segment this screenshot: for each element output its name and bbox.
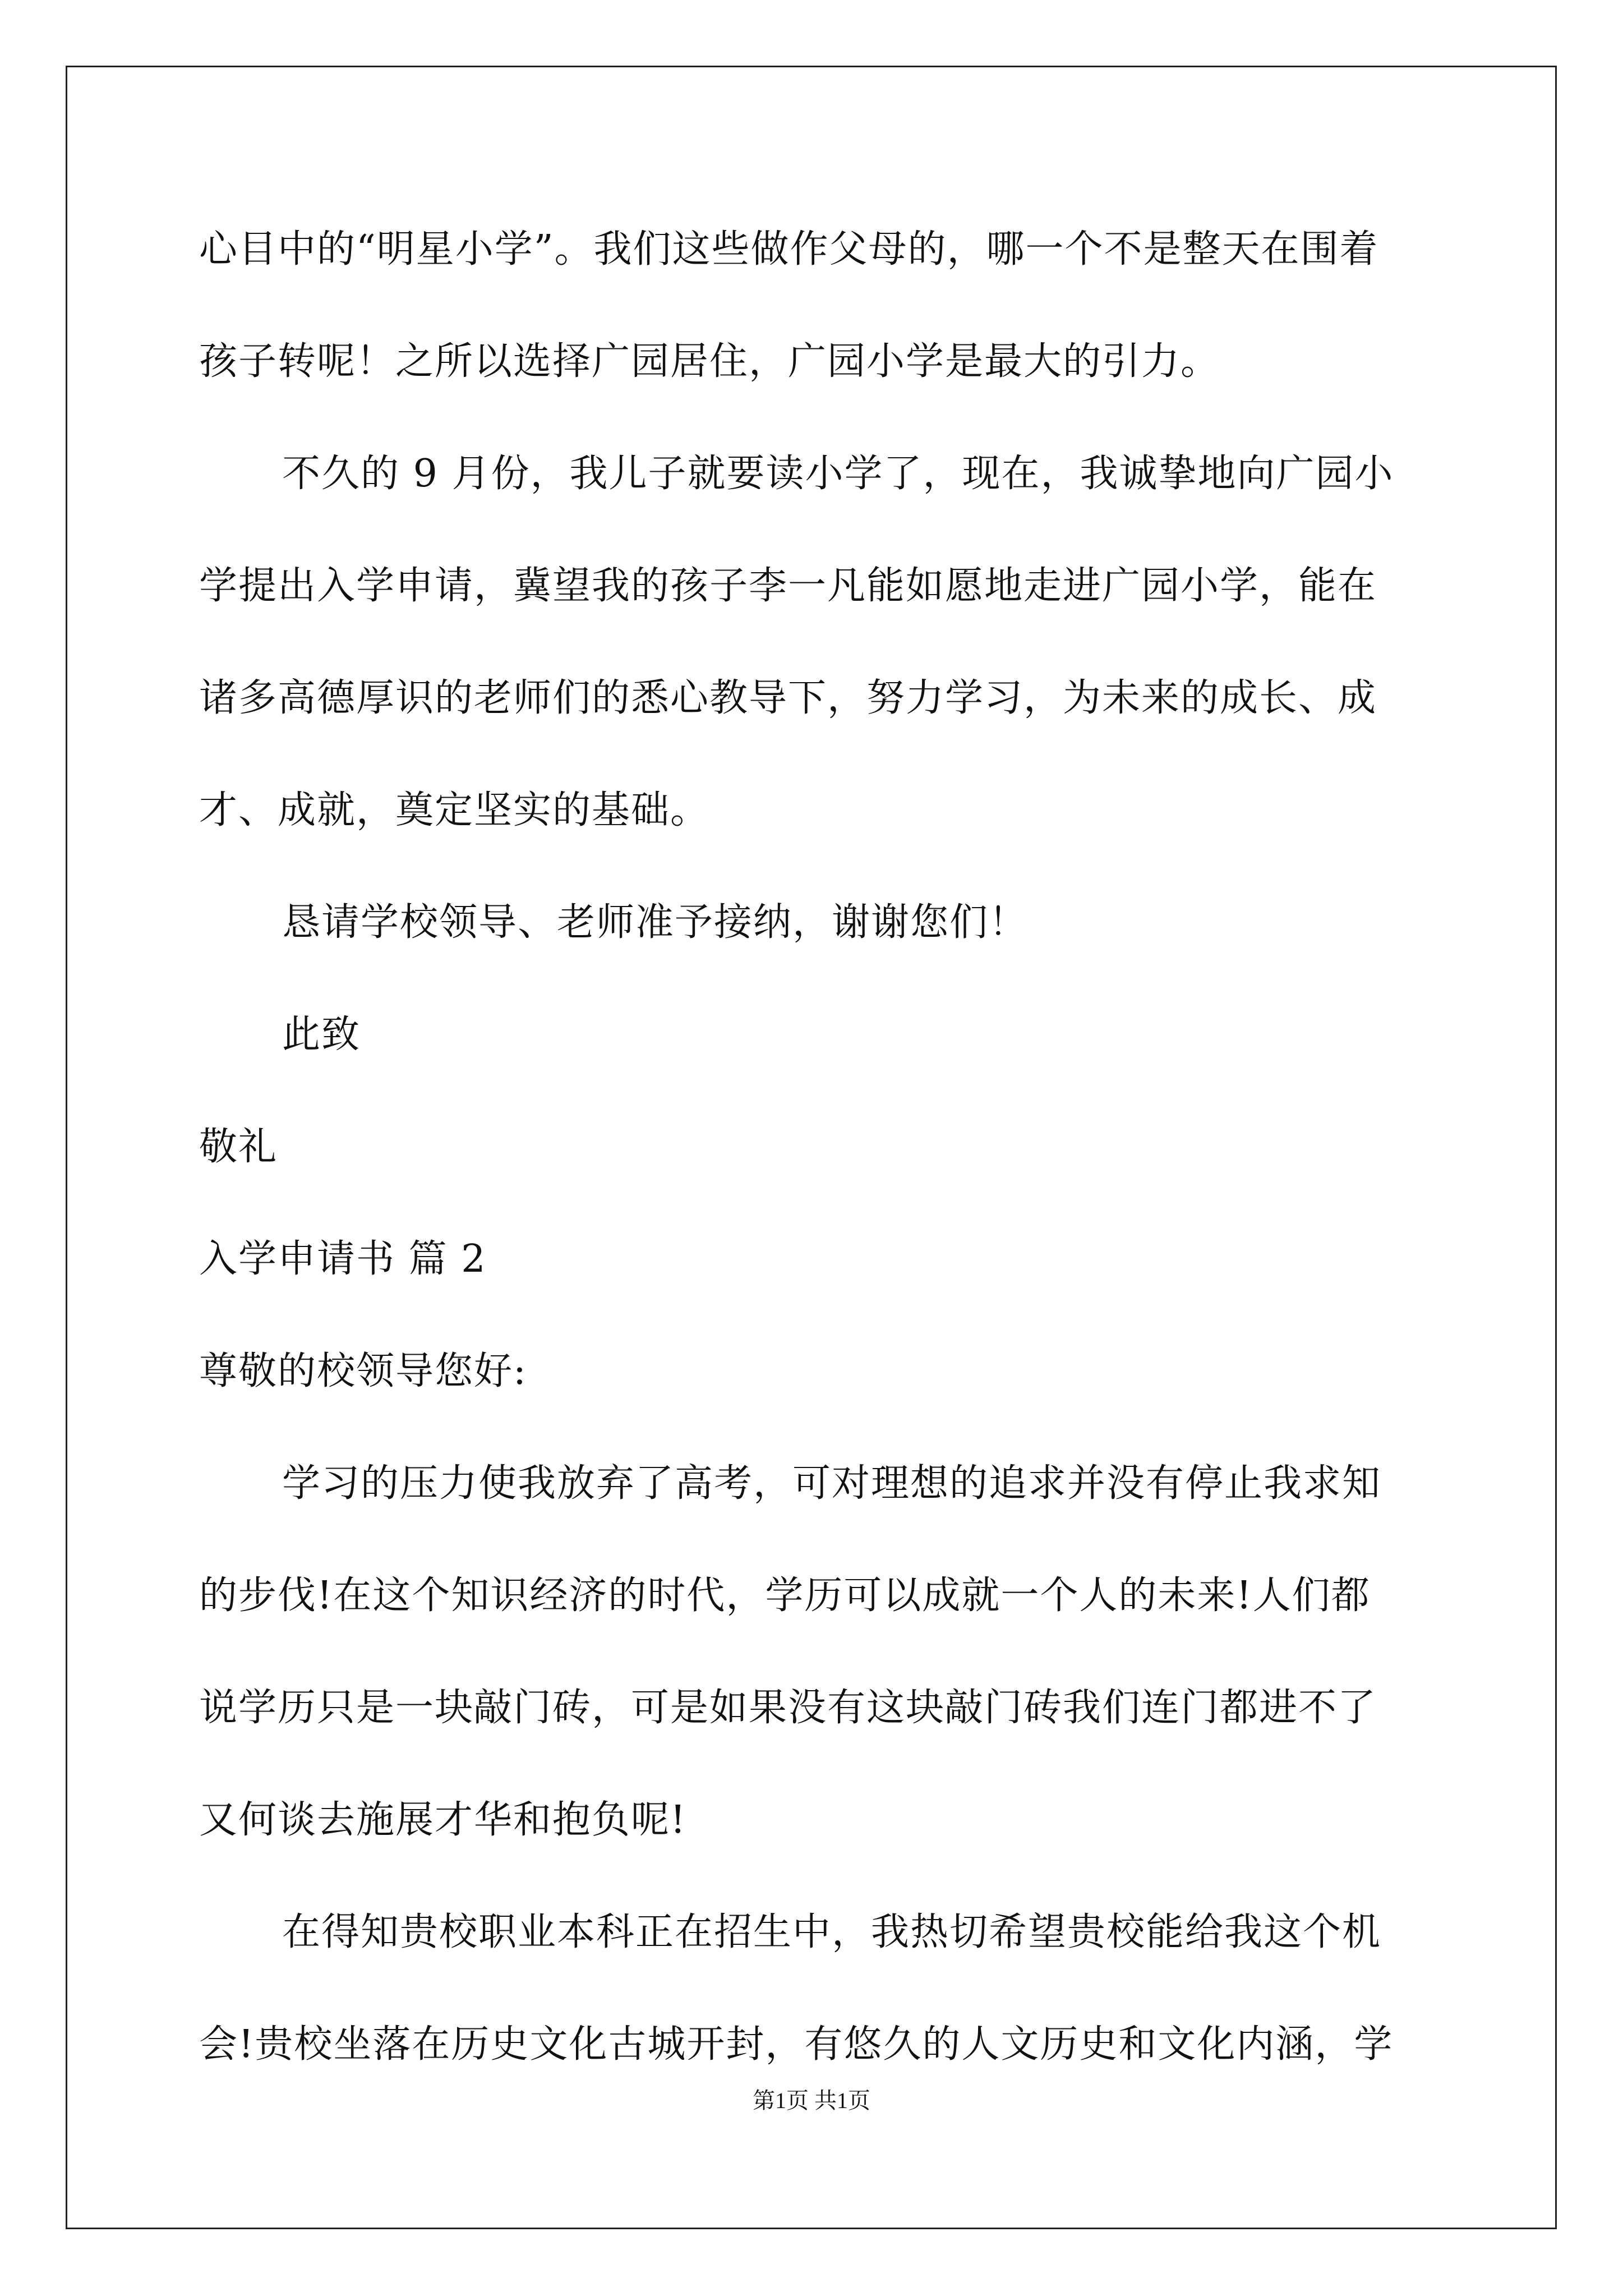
text-line: 学习的压力使我放弃了高考，可对理想的追求并没有停止我求知: [282, 1461, 1382, 1506]
text-line: 此致: [282, 1013, 361, 1057]
text-line: 诸多高德厚识的老师们的悉心教导下，努力学习，为未来的成长、成: [199, 676, 1377, 720]
text-line: 学提出入学申请，冀望我的孩子李一凡能如愿地走进广园小学，能在: [199, 564, 1377, 608]
text-line: 心目中的“明星小学”。我们这些做作父母的，哪一个不是整天在围着: [199, 227, 1379, 272]
text-line: 不久的 9 月份，我儿子就要读小学了，现在，我诚挚地向广园小: [282, 452, 1394, 496]
text-line: 的步伐!在这个知识经济的时代，学历可以成就一个人的未来!人们都: [199, 1573, 1371, 1618]
salutation: 尊敬的校领导您好:: [199, 1349, 527, 1393]
text-line: 才、成就，奠定坚实的基础。: [199, 788, 710, 832]
text-line: 孩子转呢！之所以选择广园居住，广园小学是最大的引力。: [199, 339, 1220, 384]
page-border: [66, 66, 1557, 2229]
text-line: 敬礼: [199, 1125, 278, 1169]
text-line: 又何谈去施展才华和抱负呢!: [199, 1798, 687, 1842]
page-footer: 第1页 共1页: [753, 2088, 870, 2113]
text-line: 恳请学校领导、老师准予接纳，谢谢您们！: [282, 900, 1029, 945]
text-line: 说学历只是一块敲门砖，可是如果没有这块敲门砖我们连门都进不了: [199, 1686, 1377, 1730]
section-heading: 入学申请书 篇 2: [199, 1237, 487, 1281]
text-line: 在得知贵校职业本科正在招生中，我热切希望贵校能给我这个机: [282, 1910, 1382, 1954]
text-line: 会!贵校坐落在历史文化古城开封，有悠久的人文历史和文化内涵，学: [199, 2022, 1394, 2067]
